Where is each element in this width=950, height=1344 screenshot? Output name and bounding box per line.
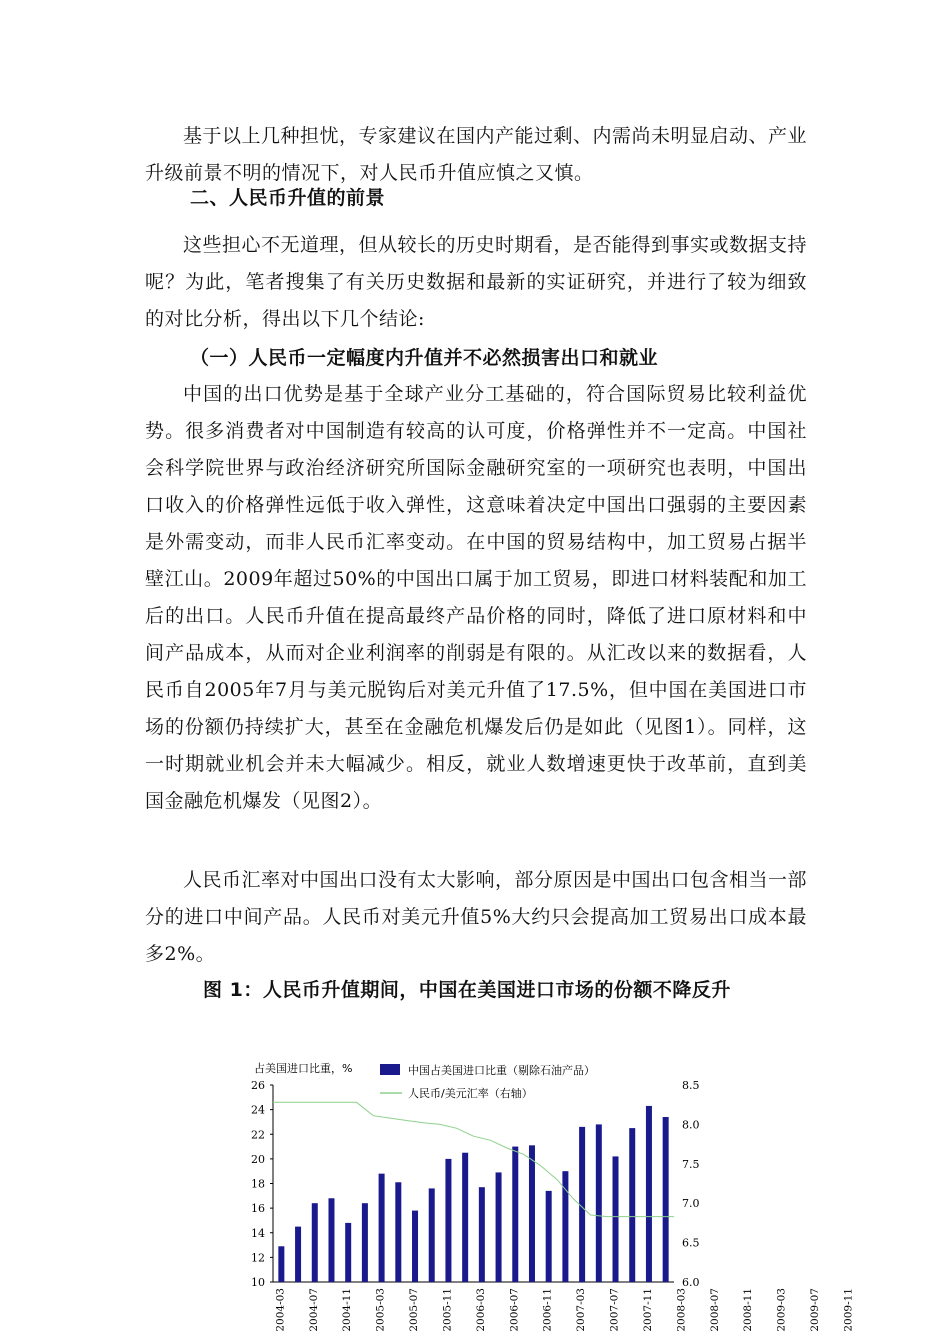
section-heading: 二、人民币升值的前景: [190, 187, 386, 209]
bar: [379, 1174, 385, 1282]
legend-bar-swatch: [380, 1064, 400, 1075]
paragraph-1: 基于以上几种担忧，专家建议在国内产能过剩、内需尚未明显启动、产业升级前景不明的情况下，对人民币升值应慎之又慎。: [145, 125, 808, 184]
y-tick-label: 18: [251, 1177, 265, 1191]
x-tick-label: 2004-07: [307, 1288, 320, 1332]
bar: [445, 1159, 451, 1282]
x-tick-label: 2009-07: [809, 1288, 821, 1332]
paragraph-3: 中国的出口优势是基于全球产业分工基础的，符合国际贸易比较利益优势。很多消费者对中国制造有较高的认可度，价格弹性并不一定高。中国社会科学院世界与政治经济研究所国际金融研究室的一项研究也表明，中国出口收入的价格弹性远低于收入弹性，这意味着决定中国出口强弱的主要因素是外需变动，而非人民币汇率变动。在中国的贸易结构中，加工贸易占据半壁江山。2009年超过50%的中国出口属于加工贸易，即进口材料装配和加工后的出口。人民币升值在提高最终产品价格的同时，降低了进口原材料和中间产品成本，从而对企业利润率的削弱是有限的。从汇改以来的数据看，人民币自2005年7月与美元脱钩后对美元升值了17.5%，但中国在美国进口市场的份额仍持续扩大，甚至在金融危机爆发后仍是如此（见图1）。同样，这一时期就业机会并未大幅减少。相反，就业人数增速更快于改革前，直到美国金融危机爆发（见图2）。: [145, 383, 807, 812]
y2-tick-label: 6.5: [682, 1236, 700, 1250]
bar: [395, 1182, 401, 1282]
x-tick-label: 2008-11: [742, 1288, 755, 1332]
bar: [278, 1246, 284, 1282]
y-tick-label: 26: [251, 1079, 265, 1092]
figure-1-chart: [240, 1056, 855, 1344]
bar: [546, 1191, 552, 1282]
chart-svg: [240, 1056, 855, 1344]
x-tick-label: 2005-03: [374, 1288, 387, 1332]
bar: [646, 1106, 652, 1282]
bar: [629, 1128, 635, 1282]
x-tick-label: 2007-11: [641, 1288, 654, 1332]
x-tick-label: 2007-07: [608, 1288, 621, 1332]
x-tick-label: 2008-07: [708, 1288, 721, 1332]
x-tick-label: 2004-11: [341, 1288, 354, 1332]
x-tick-label: 2006-03: [474, 1288, 487, 1332]
bar: [562, 1171, 568, 1282]
y2-tick-label: 8.5: [682, 1079, 700, 1092]
paragraph-4: 人民币汇率对中国出口没有太大影响，部分原因是中国出口包含相当一部分的进口中间产品。人民币对美元升值5%大约只会提高加工贸易出口成本最多2%。: [145, 869, 808, 965]
y2-tick-label: 8.0: [682, 1118, 700, 1132]
x-tick-label: 2009-11: [842, 1288, 855, 1332]
subsection-heading: （一）人民币一定幅度内升值并不必然损害出口和就业: [190, 347, 659, 369]
x-tick-label: 2009-03: [775, 1288, 788, 1332]
bar: [663, 1117, 669, 1282]
figure-caption: 图 1：人民币升值期间，中国在美国进口市场的份额不降反升: [203, 979, 731, 1001]
y-tick-label: 20: [251, 1152, 265, 1166]
bar: [613, 1156, 619, 1282]
bar: [529, 1145, 535, 1282]
y-tick-label: 22: [251, 1128, 265, 1142]
bar: [328, 1198, 334, 1282]
y2-tick-label: 7.0: [682, 1197, 700, 1211]
y2-tick-label: 7.5: [682, 1157, 700, 1171]
x-tick-label: 2006-11: [541, 1288, 554, 1332]
bar: [496, 1172, 502, 1282]
bar: [345, 1223, 351, 1282]
y-tick-label: 12: [251, 1251, 265, 1265]
bar: [412, 1211, 418, 1282]
x-tick-label: 2005-07: [408, 1288, 420, 1332]
x-tick-label: 2005-11: [441, 1288, 454, 1332]
bar: [429, 1188, 435, 1282]
y-tick-label: 24: [251, 1103, 265, 1117]
y-tick-label: 10: [251, 1276, 265, 1289]
bar: [579, 1127, 585, 1282]
bar: [462, 1153, 468, 1282]
bar: [479, 1187, 485, 1282]
legend-bar-label: 中国占美国进口比重（剔除石油产品）: [408, 1064, 595, 1077]
legend-line-label: 人民币/美元汇率（右轴）: [408, 1087, 533, 1100]
bar: [295, 1227, 301, 1282]
x-tick-label: 2006-07: [508, 1288, 521, 1332]
x-tick-label: 2008-03: [675, 1288, 688, 1332]
y-tick-label: 14: [251, 1226, 265, 1240]
x-tick-label: 2004-03: [274, 1288, 287, 1332]
y2-tick-label: 6.0: [682, 1276, 700, 1289]
paragraph-2: 这些担心不无道理，但从较长的历史时期看，是否能得到事实或数据支持呢？为此，笔者搜集了有关历史数据和最新的实证研究，并进行了较为细致的对比分析，得出以下几个结论:: [145, 234, 808, 330]
bar: [512, 1147, 518, 1282]
bar: [362, 1203, 368, 1282]
x-tick-label: 2007-03: [575, 1288, 588, 1332]
y-axis-label: 占美国进口比重，%: [254, 1062, 353, 1075]
bar: [596, 1124, 602, 1282]
bar: [312, 1203, 318, 1282]
y-tick-label: 16: [251, 1202, 265, 1216]
